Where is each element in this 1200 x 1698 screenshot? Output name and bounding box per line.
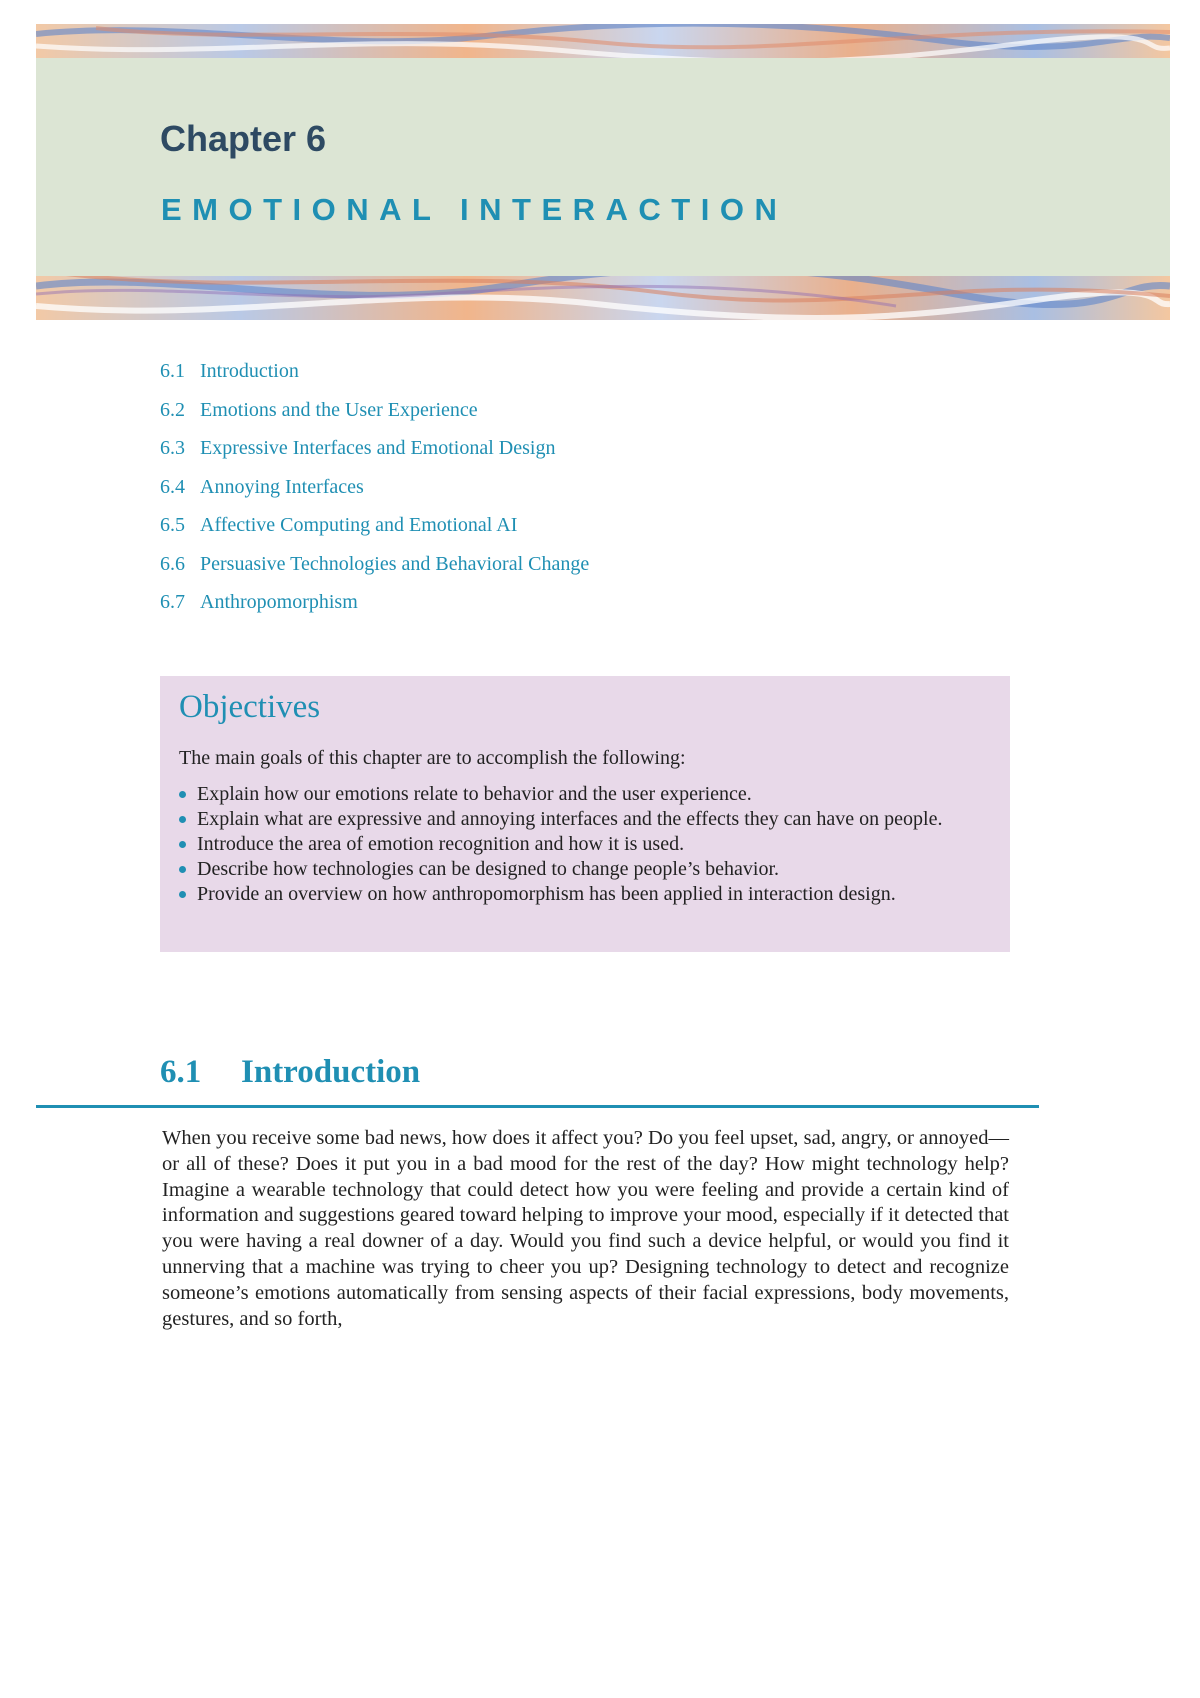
- toc-number: 6.2: [160, 398, 185, 421]
- chapter-header-panel: [36, 58, 1170, 276]
- bullet-icon: [179, 866, 186, 873]
- toc-item[interactable]: [160, 553, 589, 592]
- section-divider: [36, 1105, 1039, 1108]
- toc-label: Anthropomorphism: [200, 591, 358, 613]
- toc-label: Expressive Interfaces and Emotional Design: [200, 437, 556, 459]
- objectives-title: Objectives: [179, 689, 321, 725]
- objective-item: [179, 807, 997, 832]
- toc-item[interactable]: [160, 591, 589, 630]
- objective-text: Provide an overview on how anthropomorphism has been applied in interaction design.: [197, 883, 896, 905]
- objectives-intro: The main goals of this chapter are to accomplish the following:: [179, 747, 686, 769]
- objective-item: [179, 832, 997, 857]
- objective-text: Introduce the area of emotion recognition and how it is used.: [197, 833, 685, 855]
- toc-item[interactable]: [160, 360, 589, 399]
- bullet-icon: [179, 891, 186, 898]
- toc-number: 6.7: [160, 591, 185, 613]
- chapter-title: EMOTIONAL INTERACTION: [161, 192, 788, 227]
- toc-label: Introduction: [200, 360, 299, 382]
- toc-item[interactable]: [160, 437, 589, 476]
- objective-item: [179, 782, 997, 807]
- toc-item[interactable]: [160, 399, 589, 438]
- objectives-list: [179, 782, 997, 907]
- toc-label: Persuasive Technologies and Behavioral Change: [200, 552, 590, 575]
- bullet-icon: [179, 791, 186, 798]
- toc-number: 6.4: [160, 475, 185, 498]
- toc-number: 6.1: [160, 360, 185, 382]
- toc-label: Affective Computing and Emotional AI: [200, 514, 518, 536]
- objective-item: [179, 857, 997, 882]
- toc-label: Annoying Interfaces: [200, 475, 364, 498]
- bullet-icon: [179, 841, 186, 848]
- bullet-icon: [179, 816, 186, 823]
- toc-item[interactable]: [160, 514, 589, 553]
- toc-number: 6.3: [160, 437, 185, 459]
- section-heading: [160, 1054, 420, 1091]
- table-of-contents: [160, 360, 589, 630]
- toc-number: 6.6: [160, 552, 185, 575]
- chapter-label: Chapter 6: [160, 118, 327, 159]
- toc-number: 6.5: [160, 514, 185, 536]
- objectives-box: [160, 676, 1010, 952]
- objective-item: [179, 882, 997, 907]
- objective-text: Describe how technologies can be designed to change people’s behavior.: [197, 858, 780, 880]
- objective-text: Explain how our emotions relate to behavior and the user experience.: [197, 783, 752, 805]
- objective-text: Explain what are expressive and annoying interfaces and the effects they can have on people.: [197, 808, 943, 830]
- body-paragraph: When you receive some bad news, how does it affect you? Do you feel upset, sad, angry, or annoyed—or all of these? Does it put you in a bad mood for the rest of the day? How might technology help? Imagine a wearable technology that could detect how you were feeling and provide a certain kind of information and suggestions geared toward helping to improve your mood, especially if it detected that you were having a real downer of a day. Would you find such a device helpful, or would you find it unnerving that a machine was trying to cheer you up? Designing technology to detect and recognize someone’s emotions automatically from sensing aspects of their facial expressions, body movements, gestures, and so forth,: [162, 1127, 1009, 1330]
- toc-item[interactable]: [160, 476, 589, 515]
- section-number: 6.1: [160, 1054, 202, 1090]
- toc-label: Emotions and the User Experience: [200, 398, 478, 421]
- section-title: Introduction: [241, 1054, 421, 1090]
